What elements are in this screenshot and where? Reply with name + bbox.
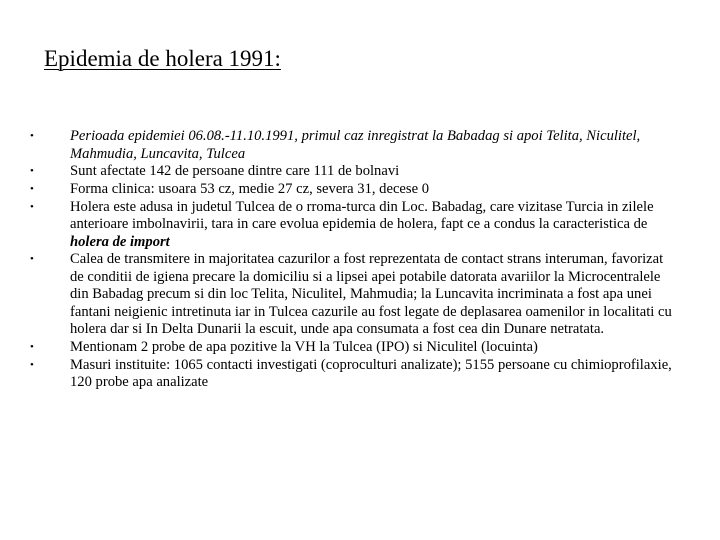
bullet-dot: • — [30, 358, 34, 371]
bullet-item-affected — [0, 163, 680, 181]
bullet-list — [0, 128, 720, 392]
bullet-item-period — [0, 128, 680, 163]
bullet-emphasis: holera de import — [70, 233, 170, 250]
bullet-dot: • — [30, 200, 34, 213]
bullet-item-origin — [0, 199, 680, 252]
bullet-item-transmission — [0, 251, 680, 339]
bullet-item-measures — [0, 357, 680, 392]
bullet-dot: • — [30, 182, 34, 195]
bullet-text: Mentionam 2 probe de apa pozitive la VH la Tulcea (IPO) si Niculitel (locuinta) — [70, 338, 538, 355]
slide-title: Epidemia de holera 1991: — [44, 46, 281, 71]
bullet-text: Sunt afectate 142 de persoane dintre care 111 de bolnavi — [70, 163, 400, 180]
bullet-dot: • — [30, 165, 34, 178]
bullet-item-water-samples — [0, 339, 680, 357]
bullet-text: Holera este adusa in judetul Tulcea de o rroma-turca din Loc. Babadag, care vizitase Turcia in zilele anterioare imbolnavirii, tara in care evolua epidemia de holera, fapt ce a condus la caracteristica de — [70, 198, 654, 233]
bullet-text: Masuri instituite: 1065 contacti investigati (coproculturi analizate); 5155 persoane cu chimioprofilaxie, 120 probe apa analizate — [70, 356, 672, 391]
bullet-dot: • — [30, 253, 34, 266]
bullet-text: Forma clinica: usoara 53 cz, medie 27 cz, severa 31, decese 0 — [70, 180, 430, 197]
bullet-dot: • — [30, 130, 34, 142]
bullet-dot: • — [30, 340, 34, 353]
bullet-text: Calea de transmitere in majoritatea cazurilor a fost reprezentata de contact strans interuman, favorizat de conditii de igiena precare la domiciliu si a lipsei apei potabile datorata avariilor la Microcentralele din Babadag precum si din loc Telita, Niculitel, Mahmudia; la Luncavita incriminata a fost apa unei fantani neigienic intretinuta iar in Tulcea cazurile au fost legate de deplasarea oamenilor in localitati cu holera dar si In Delta Dunarii la escuit, unde apa consumata a fost cea din Dunare netratata. — [70, 251, 672, 338]
bullet-text: Perioada epidemiei 06.08.-11.10.1991, primul caz inregistrat la Babadag si apoi Telita, Niculitel, Mahmudia, Luncavita, Tulcea — [70, 128, 641, 162]
bullet-item-clinical-form — [0, 181, 680, 199]
